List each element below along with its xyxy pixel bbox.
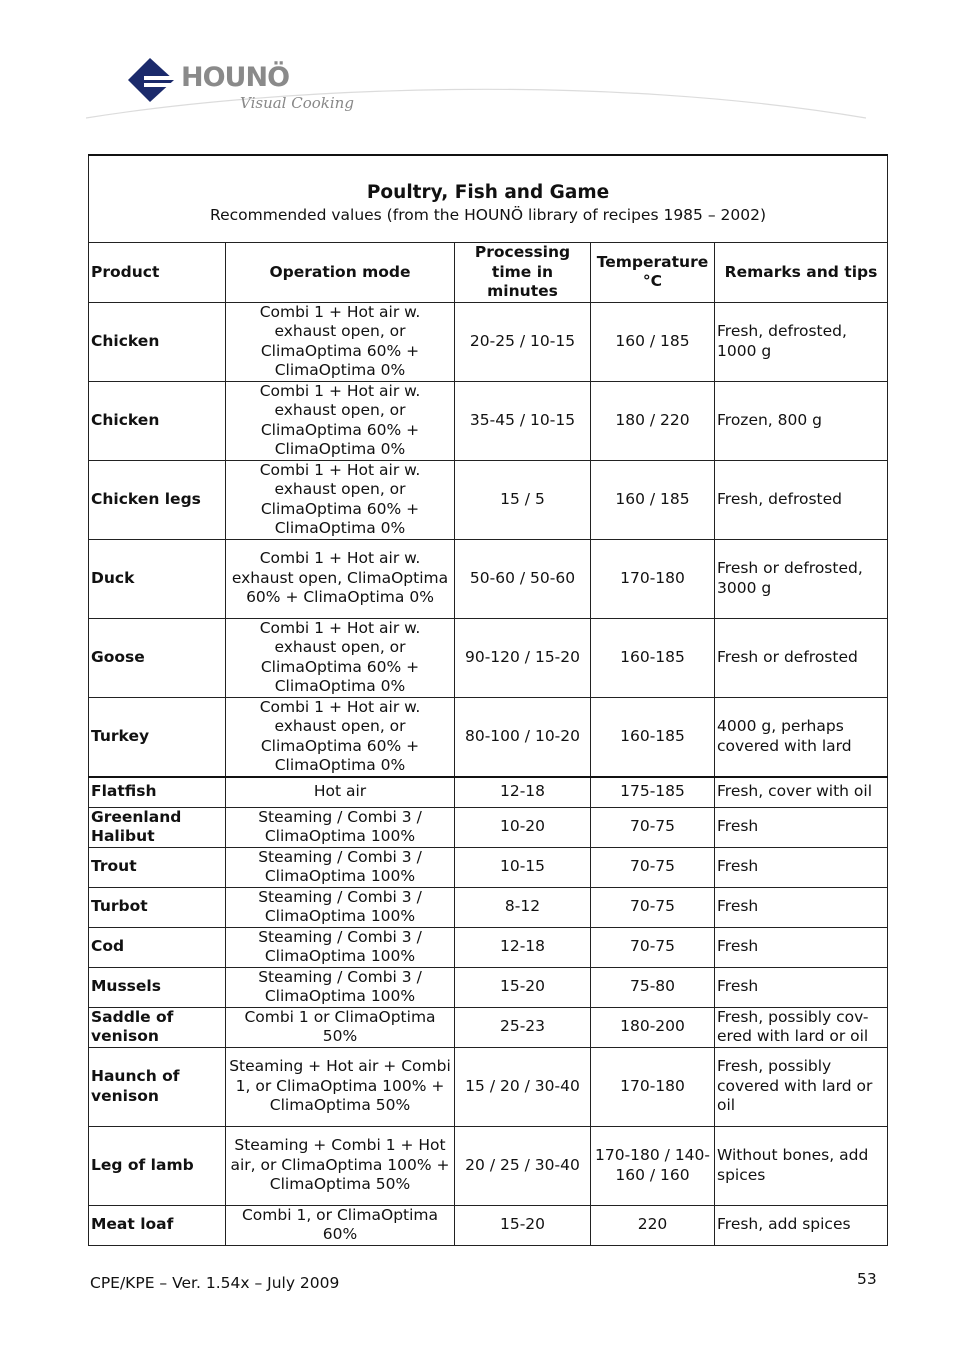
cell-product: Turbot xyxy=(89,887,226,927)
cell-remarks: Fresh or defrosted xyxy=(715,618,888,697)
cell-temperature: 160 / 185 xyxy=(591,302,715,381)
cell-processing-time: 15 / 20 / 30-40 xyxy=(455,1047,591,1126)
column-header-remarks: Remarks and tips xyxy=(715,243,888,303)
cell-operation-mode: Hot air xyxy=(226,777,455,808)
cell-product: Leg of lamb xyxy=(89,1126,226,1205)
column-header-processing-time: Processing time in minutes xyxy=(455,243,591,303)
cell-processing-time: 12-18 xyxy=(455,927,591,967)
cell-operation-mode: Steaming / Combi 3 / ClimaOptima 100% xyxy=(226,807,455,847)
footer-version: CPE/KPE – Ver. 1.54x – July 2009 xyxy=(90,1274,340,1292)
cell-processing-time: 10-20 xyxy=(455,807,591,847)
cell-processing-time: 25-23 xyxy=(455,1007,591,1047)
cell-operation-mode: Combi 1, or ClimaOptima 60% xyxy=(226,1205,455,1245)
cell-processing-time: 12-18 xyxy=(455,777,591,808)
cell-processing-time: 35-45 / 10-15 xyxy=(455,381,591,460)
table-row xyxy=(89,1126,888,1205)
cell-operation-mode: Steaming / Combi 3 / ClimaOptima 100% xyxy=(226,927,455,967)
cell-processing-time: 15-20 xyxy=(455,1205,591,1245)
cell-processing-time: 8-12 xyxy=(455,887,591,927)
table-row xyxy=(89,887,888,927)
cell-temperature: 170-180 xyxy=(591,539,715,618)
cell-operation-mode: Steaming / Combi 3 / ClimaOptima 100% xyxy=(226,847,455,887)
cell-remarks: Fresh xyxy=(715,847,888,887)
table-row xyxy=(89,967,888,1007)
cell-processing-time: 15 / 5 xyxy=(455,460,591,539)
cell-temperature: 180 / 220 xyxy=(591,381,715,460)
cell-remarks: Fresh xyxy=(715,967,888,1007)
cell-remarks: Fresh, add spices xyxy=(715,1205,888,1245)
cell-processing-time: 10-15 xyxy=(455,847,591,887)
table-row xyxy=(89,618,888,697)
cell-operation-mode: Combi 1 + Hot air w. exhaust open, or ClimaOptima 60% + ClimaOptima 0% xyxy=(226,381,455,460)
table-subtitle: Recommended values (from the HOUNÖ library of recipes 1985 – 2002) xyxy=(210,206,766,224)
cell-remarks: Fresh, possibly cov-ered with lard or oil xyxy=(715,1007,888,1047)
cell-processing-time: 80-100 / 10-20 xyxy=(455,697,591,777)
cell-temperature: 160-185 xyxy=(591,697,715,777)
cell-operation-mode: Combi 1 + Hot air w. exhaust open, or ClimaOptima 60% + ClimaOptima 0% xyxy=(226,302,455,381)
column-header-temperature: Temperature °C xyxy=(591,243,715,303)
cell-temperature: 70-75 xyxy=(591,927,715,967)
cell-operation-mode: Combi 1 + Hot air w. exhaust open, or ClimaOptima 60% + ClimaOptima 0% xyxy=(226,697,455,777)
cell-remarks: Fresh, defrosted xyxy=(715,460,888,539)
table-row xyxy=(89,381,888,460)
cell-product: Greenland Halibut xyxy=(89,807,226,847)
table-row xyxy=(89,460,888,539)
cell-product: Duck xyxy=(89,539,226,618)
cell-remarks: Fresh or defrosted, 3000 g xyxy=(715,539,888,618)
brand-name: HOUNÖ xyxy=(181,62,290,93)
cell-processing-time: 15-20 xyxy=(455,967,591,1007)
cell-remarks: Frozen, 800 g xyxy=(715,381,888,460)
cell-product: Mussels xyxy=(89,967,226,1007)
table-title-cell xyxy=(89,155,888,243)
cell-operation-mode: Combi 1 + Hot air w. exhaust open, or ClimaOptima 60% + ClimaOptima 0% xyxy=(226,618,455,697)
table-row xyxy=(89,539,888,618)
cell-remarks: Fresh xyxy=(715,887,888,927)
table-row xyxy=(89,1007,888,1047)
cell-operation-mode: Combi 1 + Hot air w. exhaust open, or ClimaOptima 60% + ClimaOptima 0% xyxy=(226,460,455,539)
table-row xyxy=(89,302,888,381)
table-row xyxy=(89,697,888,777)
cell-temperature: 70-75 xyxy=(591,887,715,927)
table-row xyxy=(89,927,888,967)
cell-temperature: 220 xyxy=(591,1205,715,1245)
cell-temperature: 175-185 xyxy=(591,777,715,808)
cell-operation-mode: Combi 1 or ClimaOptima 50% xyxy=(226,1007,455,1047)
cell-product: Flatfish xyxy=(89,777,226,808)
cell-product: Goose xyxy=(89,618,226,697)
cell-product: Cod xyxy=(89,927,226,967)
table-row xyxy=(89,807,888,847)
cell-remarks: Fresh xyxy=(715,807,888,847)
page-number: 53 xyxy=(857,1270,877,1288)
cell-temperature: 160 / 185 xyxy=(591,460,715,539)
cell-processing-time: 90-120 / 15-20 xyxy=(455,618,591,697)
cell-remarks: Fresh, defrosted, 1000 g xyxy=(715,302,888,381)
cell-operation-mode: Steaming / Combi 3 / ClimaOptima 100% xyxy=(226,887,455,927)
cell-temperature: 75-80 xyxy=(591,967,715,1007)
cell-product: Haunch of venison xyxy=(89,1047,226,1126)
table-row xyxy=(89,1205,888,1245)
cell-temperature: 70-75 xyxy=(591,807,715,847)
cell-product: Meat loaf xyxy=(89,1205,226,1245)
cell-processing-time: 20 / 25 / 30-40 xyxy=(455,1126,591,1205)
cell-product: Turkey xyxy=(89,697,226,777)
cell-remarks: Without bones, add spices xyxy=(715,1126,888,1205)
column-header-operation-mode: Operation mode xyxy=(226,243,455,303)
table-row xyxy=(89,1047,888,1126)
cell-product: Saddle of venison xyxy=(89,1007,226,1047)
cell-processing-time: 50-60 / 50-60 xyxy=(455,539,591,618)
table-row xyxy=(89,777,888,808)
table-title-row xyxy=(89,155,888,243)
cell-product: Chicken xyxy=(89,302,226,381)
cell-operation-mode: Steaming + Combi 1 + Hot air, or ClimaOptima 100% + ClimaOptima 50% xyxy=(226,1126,455,1205)
cell-operation-mode: Steaming / Combi 3 / ClimaOptima 100% xyxy=(226,967,455,1007)
table-header-row xyxy=(89,243,888,303)
cell-product: Chicken legs xyxy=(89,460,226,539)
table-title: Poultry, Fish and Game xyxy=(366,182,610,203)
cooking-table xyxy=(88,154,888,1246)
cell-operation-mode: Steaming + Hot air + Combi 1, or ClimaOptima 100% + ClimaOptima 50% xyxy=(226,1047,455,1126)
cell-remarks: Fresh, possibly covered with lard or oil xyxy=(715,1047,888,1126)
brand-tagline: Visual Cooking xyxy=(240,94,354,112)
cell-remarks: Fresh, cover with oil xyxy=(715,777,888,808)
table-row xyxy=(89,847,888,887)
cell-temperature: 170-180 xyxy=(591,1047,715,1126)
cell-temperature: 170-180 / 140-160 / 160 xyxy=(591,1126,715,1205)
cell-processing-time: 20-25 / 10-15 xyxy=(455,302,591,381)
cell-product: Trout xyxy=(89,847,226,887)
cell-product: Chicken xyxy=(89,381,226,460)
cell-remarks: 4000 g, perhaps covered with lard xyxy=(715,697,888,777)
cell-remarks: Fresh xyxy=(715,927,888,967)
cell-temperature: 70-75 xyxy=(591,847,715,887)
cell-temperature: 160-185 xyxy=(591,618,715,697)
cell-operation-mode: Combi 1 + Hot air w. exhaust open, ClimaOptima 60% + ClimaOptima 0% xyxy=(226,539,455,618)
column-header-product: Product xyxy=(89,243,226,303)
cell-temperature: 180-200 xyxy=(591,1007,715,1047)
